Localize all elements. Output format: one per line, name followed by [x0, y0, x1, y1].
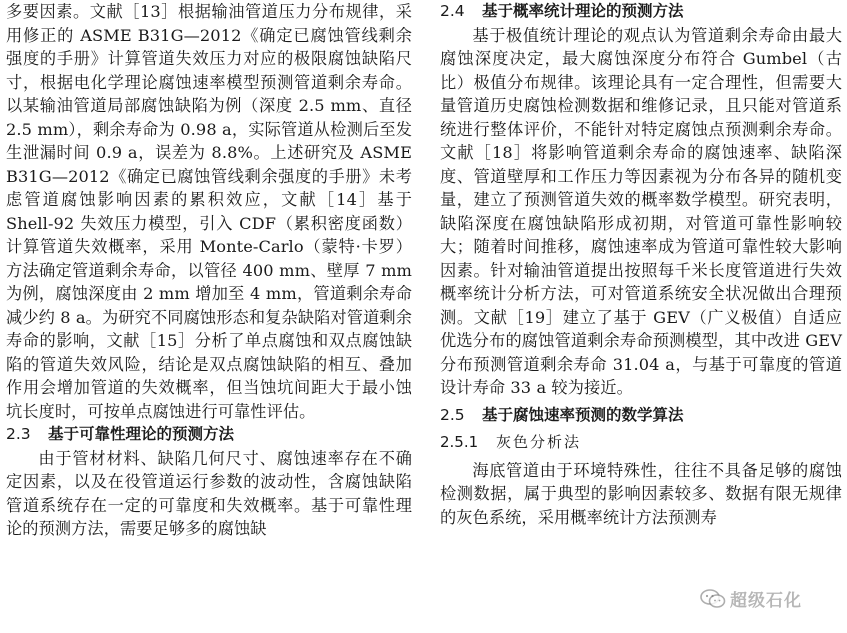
section-2-4-title: 基于概率统计理论的预测方法 [482, 2, 684, 20]
section-2-3-heading [6, 423, 412, 447]
section-2-4-heading [440, 0, 842, 24]
right-paragraph-2: 海底管道由于环境特殊性，往往不具备足够的腐蚀检测数据，属于典型的影响因素较多、数据有限无规律的灰色系统，采用概率统计方法预测寿 [440, 460, 842, 527]
left-paragraph-1: 多要因素。文献［13］根据输油管道压力分布规律，采用修正的 ASME B31G—2012《确定已腐蚀管线剩余强度的手册》计算管道失效压力对应的极限腐蚀缺陷尺寸，根据电化学理论腐蚀速率模型预测管道剩余寿命。以某输油管道局部腐蚀缺陷为例（深度 2.5 mm、直径 2.5 mm），剩余寿命为 0.98 a，实际管道从检测后至发生泄漏时间 0.9 a，误差为 8.8%。上述研究及 ASME B31G—2012《确定已腐蚀管线剩余强度的手册》未考虑管道腐蚀影响因素的累积效应，文献［14］基于 Shell-92 失效压力模型，引入 CDF（累积密度函数）计算管道失效概率，采用 Monte-Carlo（蒙特·卡罗）方法确定管道剩余寿命，以管径 400 mm、壁厚 7 mm 为例，腐蚀深度由 2 mm 增加至 4 mm，管道剩余寿命减少约 8 a。为研究不同腐蚀形态和复杂缺陷对管道剩余寿命的影响，文献［15］分析了单点腐蚀和双点腐蚀缺陷的管道失效风险，结论是双点腐蚀缺陷的相互、叠加作用会增加管道的失效概率，但当蚀坑间距大于最小蚀坑长度时，可按单点腐蚀进行可靠性评估。 [6, 2, 412, 421]
section-2-3-number: 2.3 [6, 425, 31, 443]
left-column [6, 0, 412, 541]
section-2-4-number: 2.4 [440, 2, 465, 20]
watermark-text: 超级石化 [730, 591, 802, 611]
watermark [700, 586, 802, 611]
section-2-5-title: 基于腐蚀速率预测的数学算法 [482, 405, 684, 424]
section-2-3-title: 基于可靠性理论的预测方法 [48, 425, 235, 443]
section-2-5-1-title: 灰色分析法 [496, 433, 582, 451]
left-paragraph-2: 由于管材材料、缺陷几何尺寸、腐蚀速率存在不确定因素，以及在役管道运行参数的波动性，含腐蚀缺陷管道系统存在一定的可靠度和失效概率。基于可靠性理论的预测方法，需要足够多的腐蚀缺 [6, 448, 412, 538]
section-2-5-1-heading [440, 431, 842, 455]
section-2-5-1-number: 2.5.1 [440, 433, 479, 451]
section-2-5-heading [440, 404, 842, 428]
right-paragraph-1: 基于极值统计理论的观点认为管道剩余寿命由最大腐蚀深度决定，最大腐蚀深度分布符合 Gumbel（古比）极值分布规律。该理论具有一定合理性，但需要大量管道历史腐蚀检测数据和维修记录，且只能对管道系统进行整体评价，不能针对特定腐蚀点预测剩余寿命。文献［18］将影响管道剩余寿命的腐蚀速率、缺陷深度、管道壁厚和工作压力等因素视为分布各异的随机变量，建立了预测管道失效的概率数学模型。研究表明，缺陷深度在腐蚀缺陷形成初期，对管道可靠性影响较大；随着时间推移，腐蚀速率成为管道可靠性较大影响因素。针对输油管道提出按照每千米长度管道进行失效概率统计分析方法，可对管道系统安全状况做出合理预测。文献［19］建立了基于 GEV（广义极值）自适应优选分布的腐蚀管道剩余寿命预测模型，其中改进 GEV 分布预测管道剩余寿命 31.04 a，与基于可靠度的管道设计寿命 33 a 较为接近。 [440, 25, 842, 397]
right-column [440, 0, 842, 529]
wechat-icon [700, 589, 726, 609]
section-2-5-number: 2.5 [440, 405, 465, 424]
